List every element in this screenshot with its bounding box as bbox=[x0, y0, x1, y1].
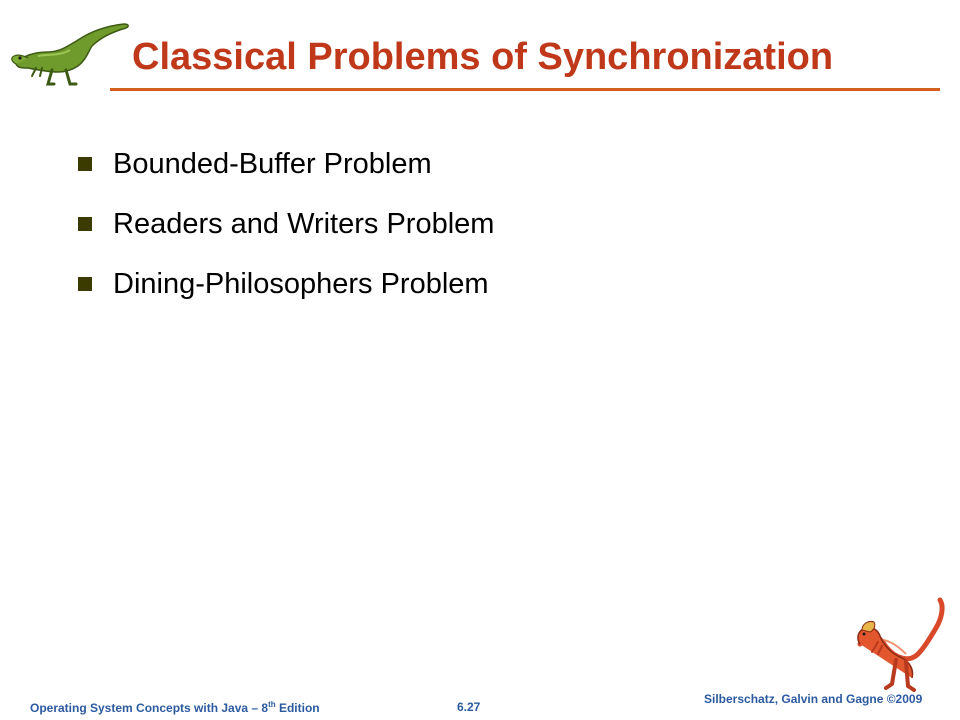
square-bullet-icon bbox=[78, 217, 92, 231]
bullet-item bbox=[78, 254, 494, 314]
green-dinosaur-icon bbox=[8, 18, 132, 90]
footer-page-number: 6.27 bbox=[457, 700, 481, 714]
title-divider bbox=[110, 88, 940, 91]
bullet-text: Dining-Philosophers Problem bbox=[113, 267, 489, 300]
red-dinosaur-icon bbox=[848, 596, 948, 696]
footer-book-title: Operating System Concepts with Java – 8th Edition bbox=[30, 700, 320, 715]
square-bullet-icon bbox=[78, 277, 92, 291]
bullet-item bbox=[78, 134, 494, 194]
square-bullet-icon bbox=[78, 157, 92, 171]
bullet-text: Readers and Writers Problem bbox=[113, 207, 495, 240]
slide-title: Classical Problems of Synchronization bbox=[132, 36, 834, 78]
bullet-list bbox=[78, 134, 494, 314]
bullet-text: Bounded-Buffer Problem bbox=[113, 147, 432, 180]
bullet-item bbox=[78, 194, 494, 254]
footer-copyright: Silberschatz, Galvin and Gagne ©2009 bbox=[704, 692, 923, 706]
